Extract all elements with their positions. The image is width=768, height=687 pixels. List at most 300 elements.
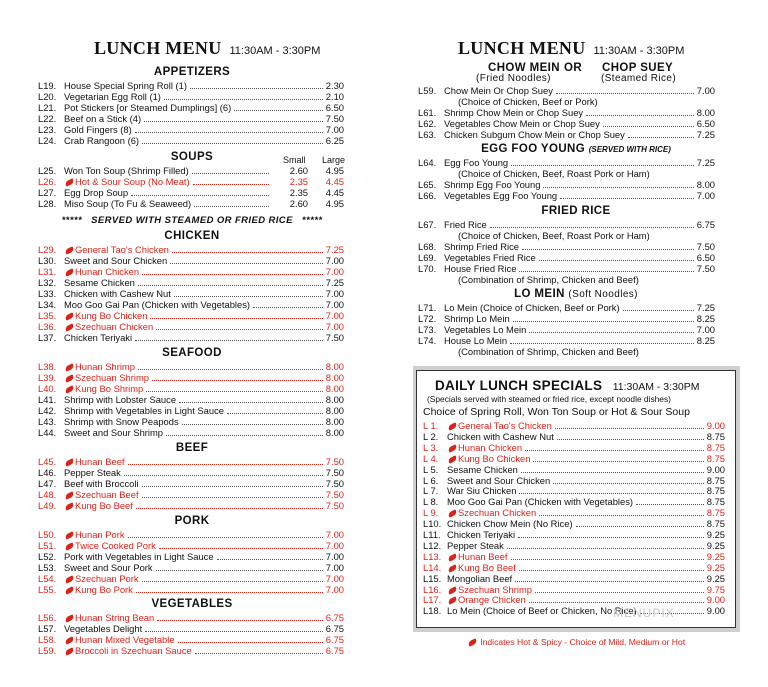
dot-leader [555,421,704,429]
pepper-icon [64,374,74,382]
item-code: L10. [423,518,442,530]
menu-item [423,464,725,475]
dot-leader [142,574,323,582]
menu-item [423,475,725,486]
item-name: Kung Bo Beef [75,500,133,511]
dot-leader [193,177,269,185]
item-price: 8.75 [706,441,725,453]
item-price: 6.75 [696,219,715,230]
item-code: L50. [38,529,57,540]
item-price: 7.00 [325,573,344,584]
dot-leader [636,497,704,505]
item-price: 9.25 [706,561,725,573]
menu-item [423,442,725,453]
menu-hours: 11:30AM - 3:30PM [593,45,685,57]
served-note: ***** SERVED WITH STEAMED OR FRIED RICE ***** [61,215,323,226]
item-price: 8.00 [325,416,344,427]
item-name: Vegetables Lo Mein [444,324,527,335]
item-name: House Special Spring Roll (1) [64,80,187,91]
dot-leader [543,180,693,188]
menu-title: LUNCH MENU [458,38,586,58]
dot-leader [138,278,323,286]
dot-leader [535,585,704,593]
item-code: L23. [38,124,57,135]
menu-item [418,190,715,201]
item-name: Sweet and Sour Chicken [64,255,168,266]
dot-leader [553,476,704,484]
menu-item [423,431,725,442]
item-code: L66. [418,190,437,201]
item-name: Szechuan Chicken [75,321,154,332]
pepper-icon [447,586,457,594]
dot-leader [142,267,323,275]
item-code: L31. [38,266,57,277]
item-code: L48. [38,489,57,500]
item-price: 6.75 [325,634,344,645]
item-code: L 5. [423,463,439,475]
chicken-heading-text: CHICKEN [164,230,220,242]
item-price: 7.25 [696,157,715,168]
item-price: 7.50 [696,241,715,252]
menu-item [423,453,725,464]
dot-leader [128,457,323,465]
item-name: General Tao's Chicken [75,244,169,255]
menu-item [38,394,344,405]
item-name: Shrimp with Vegetables in Light Sauce [64,405,224,416]
item-code: L64. [418,157,437,168]
steamed-rice-label: (Steamed Rice) [601,73,677,84]
item-code: L29. [38,244,57,255]
item-code: L53. [38,562,57,573]
right-menu-column [384,0,768,687]
item-name: Chicken Teriyaki [64,332,133,343]
item-name: Kung Bo Beef [458,561,516,573]
dot-leader [556,86,694,94]
item-code: L45. [38,456,57,467]
item-code: L61. [418,107,437,118]
item-name: Vegetables Chow Mein or Chop Suey [444,118,600,129]
item-code: L59. [38,645,57,656]
pepper-icon [447,510,457,518]
item-price: 8.00 [325,394,344,405]
menu-item [38,176,344,187]
item-price: 8.00 [325,383,344,394]
dot-leader [190,81,323,89]
seafood-heading-text: SEAFOOD [162,347,222,359]
item-price: 6.75 [325,645,344,656]
dot-leader [128,530,323,538]
item-name: Crab Rangoon (6) [64,135,140,146]
dot-leader [234,103,323,111]
dot-leader [539,508,704,516]
beef-heading [0,442,384,454]
item-code: L62. [418,118,437,129]
item-name: Chicken Chow Mein (No Rice) [447,518,573,530]
item-name: Szechuan Beef [75,489,139,500]
item-price: 7.25 [696,302,715,313]
item-code: L28. [38,198,57,209]
daily-lunch-specials-box [416,370,736,628]
large-label: Large [322,155,346,165]
item-code: L22. [38,113,57,124]
item-code: L49. [38,500,57,511]
item-price: 7.00 [325,299,344,310]
specials-subtitle: (Specials served with steamed or fried rice, except noodle dishes) [427,394,671,404]
dot-leader [253,300,323,308]
item-price-small: 2.60 [289,198,308,209]
dot-leader [560,191,694,199]
specials-hours: 11:30AM - 3:30PM [612,381,700,393]
item-name: Shrimp Chow Mein or Chop Suey [444,107,584,118]
item-note: (Choice of Chicken, Beef or Pork) [458,96,598,107]
item-price: 7.00 [696,324,715,335]
item-name: Orange Chicken [458,594,526,606]
menu-item [38,198,344,209]
dot-leader [157,613,323,621]
dot-leader [195,646,323,654]
item-name: Shrimp with Snow Peapods [64,416,179,427]
menu-item [38,113,344,124]
item-name: General Tao's Chicken [458,420,552,431]
menu-item [38,187,344,198]
dot-leader [628,130,694,138]
menu-item [38,255,344,266]
item-price: 8.75 [706,485,725,497]
item-price: 8.00 [325,372,344,383]
item-code: L47. [38,478,57,489]
menu-item [38,277,344,288]
dot-leader [529,595,704,603]
chop-suey-label: CHOP SUEY [602,62,674,74]
dot-leader [142,479,323,487]
item-name: Hunan Beef [75,456,125,467]
item-price: 7.50 [325,478,344,489]
dot-leader [511,158,694,166]
pepper-icon [64,491,74,499]
menu-item [423,594,725,605]
dot-leader [144,114,323,122]
dot-leader [557,432,704,440]
item-price-small: 2.35 [289,187,308,198]
item-code: L14. [423,561,442,573]
item-code: L74. [418,335,437,346]
menu-item [423,562,725,573]
item-code: L56. [38,612,57,623]
item-name: Miso Soup (To Fu & Seaweed) [64,198,192,209]
dot-leader [135,125,323,133]
fried-noodles-label: (Fried Noodles) [476,73,551,84]
item-name: Kung Bo Chicken [75,310,148,321]
menu-item [418,335,715,346]
item-name: Egg Foo Young [444,157,509,168]
item-price: 8.75 [706,474,725,486]
item-code: L71. [418,302,437,313]
item-code: L41. [38,394,57,405]
menu-item [38,244,344,255]
dot-leader [507,541,704,549]
item-price: 9.25 [706,539,725,551]
dot-leader [511,552,704,560]
item-code: L67. [418,219,437,230]
item-price: 7.00 [325,310,344,321]
item-code: L72. [418,313,437,324]
item-price: 2.10 [325,91,344,102]
item-name: Beef on a Stick (4) [64,113,142,124]
item-price: 7.50 [325,489,344,500]
menu-item [38,91,344,102]
item-price-large: 4.95 [325,198,344,209]
lo-mein-heading [384,288,768,300]
item-name: Shrimp Egg Foo Young [444,179,541,190]
item-name: War Siu Chicken [447,485,517,497]
item-code: L 7. [423,485,439,497]
item-note: (Combination of Shrimp, Chicken and Beef) [458,346,639,357]
menu-item [38,467,344,478]
lo-mein-heading-text: LO MEIN [514,288,565,300]
item-price: 8.75 [706,452,725,464]
vegetables-heading [0,598,384,610]
item-price: 7.25 [325,244,344,255]
dot-leader [521,465,704,473]
item-name: Sweet and Sour Shrimp [64,427,164,438]
item-price: 6.50 [696,118,715,129]
dot-leader [586,108,694,116]
item-name: Pepper Steak [64,467,121,478]
item-name: Hunan Pork [75,529,125,540]
item-code: L42. [38,405,57,416]
right-title-row [458,38,684,59]
menu-item [418,157,715,168]
item-code: L32. [38,277,57,288]
item-code: L 4. [423,452,439,464]
pepper-icon [447,455,457,463]
item-note: (Choice of Chicken, Beef, Roast Pork or Ham) [458,168,650,179]
menu-item [38,623,344,634]
item-code: L58. [38,634,57,645]
menu-item [38,540,344,551]
dot-leader [525,443,704,451]
item-name: Moo Goo Gai Pan (Chicken with Vegetables) [447,496,634,508]
pepper-icon [64,586,74,594]
item-code: L21. [38,102,57,113]
pork-heading [0,515,384,527]
dot-leader [146,384,322,392]
dot-leader [135,333,323,341]
item-price: 9.75 [706,583,725,595]
item-name: Shrimp Lo Mein [444,313,510,324]
item-price: 7.00 [325,321,344,332]
item-code: L65. [418,179,437,190]
menu-item [38,478,344,489]
small-label: Small [283,155,306,165]
item-code: L20. [38,91,57,102]
dot-leader [623,303,694,311]
pepper-icon [64,385,74,393]
item-name: Sesame Chicken [447,463,518,475]
item-price: 2.30 [325,80,344,91]
menu-item [38,310,344,321]
item-name: Kung Bo Shrimp [75,383,144,394]
dot-leader [136,585,323,593]
menu-item [423,551,725,562]
item-price: 8.00 [696,179,715,190]
item-price: 7.00 [325,540,344,551]
dot-leader [156,322,323,330]
item-code: L26. [38,176,57,187]
item-name: Egg Drop Soup [64,187,129,198]
dot-leader [519,486,703,494]
item-price: 7.00 [325,266,344,277]
pepper-icon [64,178,74,186]
menu-item [38,500,344,511]
item-name: Szechuan Shrimp [458,583,532,595]
menu-item [423,573,725,584]
menu-item [418,118,715,129]
spicy-legend [384,637,768,647]
item-code: L35. [38,310,57,321]
item-price: 6.50 [696,252,715,263]
menu-item [418,107,715,118]
menu-item [38,529,344,540]
item-name: Szechuan Pork [75,573,139,584]
item-code: L70. [418,263,437,274]
specials-title: DAILY LUNCH SPECIALS [435,378,603,393]
item-price: 7.25 [325,277,344,288]
dot-leader [515,574,704,582]
item-code: L17. [423,594,442,606]
item-code: L63. [418,129,437,140]
item-code: L39. [38,372,57,383]
item-price: 7.00 [325,288,344,299]
egg-foo-young-heading-sub: (SERVED WITH RICE) [588,145,671,154]
dot-leader [170,256,323,264]
dot-leader [142,136,323,144]
item-price: 9.00 [706,605,725,617]
menu-item [418,252,715,263]
chow-mein-label: CHOW MEIN [488,62,560,74]
dot-leader [174,289,323,297]
item-name: Chicken Teriyaki [447,529,516,540]
lo-mein-heading-sub: (Soft Noodles) [568,289,638,300]
item-price: 7.00 [325,255,344,266]
menu-item [38,427,344,438]
item-name: Lo Mein (Choice of Beef or Chicken, No Rice) [447,605,637,617]
item-price: 7.50 [325,500,344,511]
beef-heading-text: BEEF [175,442,209,454]
menu-item [418,179,715,190]
menu-item [38,634,344,645]
item-price: 9.25 [706,550,725,562]
dot-leader [576,519,704,527]
item-price: 6.75 [325,623,344,634]
menu-item [38,321,344,332]
item-code: L18. [423,605,442,617]
item-code: L24. [38,135,57,146]
dot-leader [179,395,323,403]
dot-leader [217,552,323,560]
pepper-icon [447,597,457,605]
item-code: L 6. [423,474,439,486]
item-price: 7.50 [325,332,344,343]
item-price: 9.25 [706,572,725,584]
menu-item [423,529,725,540]
menu-item [423,420,725,431]
item-name: House Fried Rice [444,263,517,274]
item-name: Hunan Chicken [75,266,140,277]
menu-item [38,456,344,467]
menu-item [38,266,344,277]
item-price-large: 4.45 [325,187,344,198]
menu-item [418,302,715,313]
item-name: Hunan Beef [458,550,508,562]
item-code: L54. [38,573,57,584]
menu-item [423,540,725,551]
menu-item [418,129,715,140]
menu-item [38,288,344,299]
item-price-large: 4.95 [325,165,344,176]
item-code: L51. [38,540,57,551]
item-name: Chicken with Cashew Nut [447,430,554,442]
menu-item [418,85,715,96]
item-price: 8.00 [325,361,344,372]
menu-item [38,383,344,394]
item-code: L57. [38,623,57,634]
menu-item [418,241,715,252]
item-price: 7.50 [325,456,344,467]
menu-item [38,332,344,343]
item-name: Hot & Sour Soup (No Meat) [75,176,190,187]
item-price: 7.50 [325,113,344,124]
left-title-row [94,38,320,59]
item-code: L15. [423,572,442,584]
item-name: Chicken Subgum Chow Mein or Chop Suey [444,129,625,140]
item-note: (Combination of Shrimp, Chicken and Beef) [458,274,639,285]
item-code: L25. [38,165,57,176]
item-price-small: 2.60 [289,165,308,176]
item-name: Broccoli in Szechuan Sauce [75,645,192,656]
menu-item [38,124,344,135]
item-name: Vegetables Delight [64,623,143,634]
pepper-icon [64,458,74,466]
item-name: Beef with Broccoli [64,478,139,489]
item-name: Moo Goo Gai Pan (Chicken with Vegetables) [64,299,251,310]
menu-item [38,165,344,176]
menu-item [38,299,344,310]
dot-leader [124,468,323,476]
item-price: 8.75 [706,430,725,442]
item-name: Chow Mein Or Chop Suey [444,85,553,96]
item-code: L 9. [423,507,439,519]
item-name: Sweet and Sour Chicken [447,474,551,486]
seafood-heading [0,347,384,359]
dot-leader [533,454,703,462]
item-name: Won Ton Soup (Shrimp Filled) [64,165,189,176]
item-price-small: 2.35 [289,176,308,187]
dot-leader [178,635,323,643]
item-code: L44. [38,427,57,438]
item-price: 7.00 [325,529,344,540]
item-name: Fried Rice [444,219,487,230]
item-name: Gold Fingers (8) [64,124,132,135]
item-note: (Choice of Chicken, Beef, Roast Pork or Ham) [458,230,650,241]
pepper-icon [447,422,457,430]
menu-item [38,80,344,91]
dot-leader [164,92,323,100]
dot-leader [166,428,323,436]
dot-leader [136,501,323,509]
pepper-icon [64,312,74,320]
item-code: L36. [38,321,57,332]
